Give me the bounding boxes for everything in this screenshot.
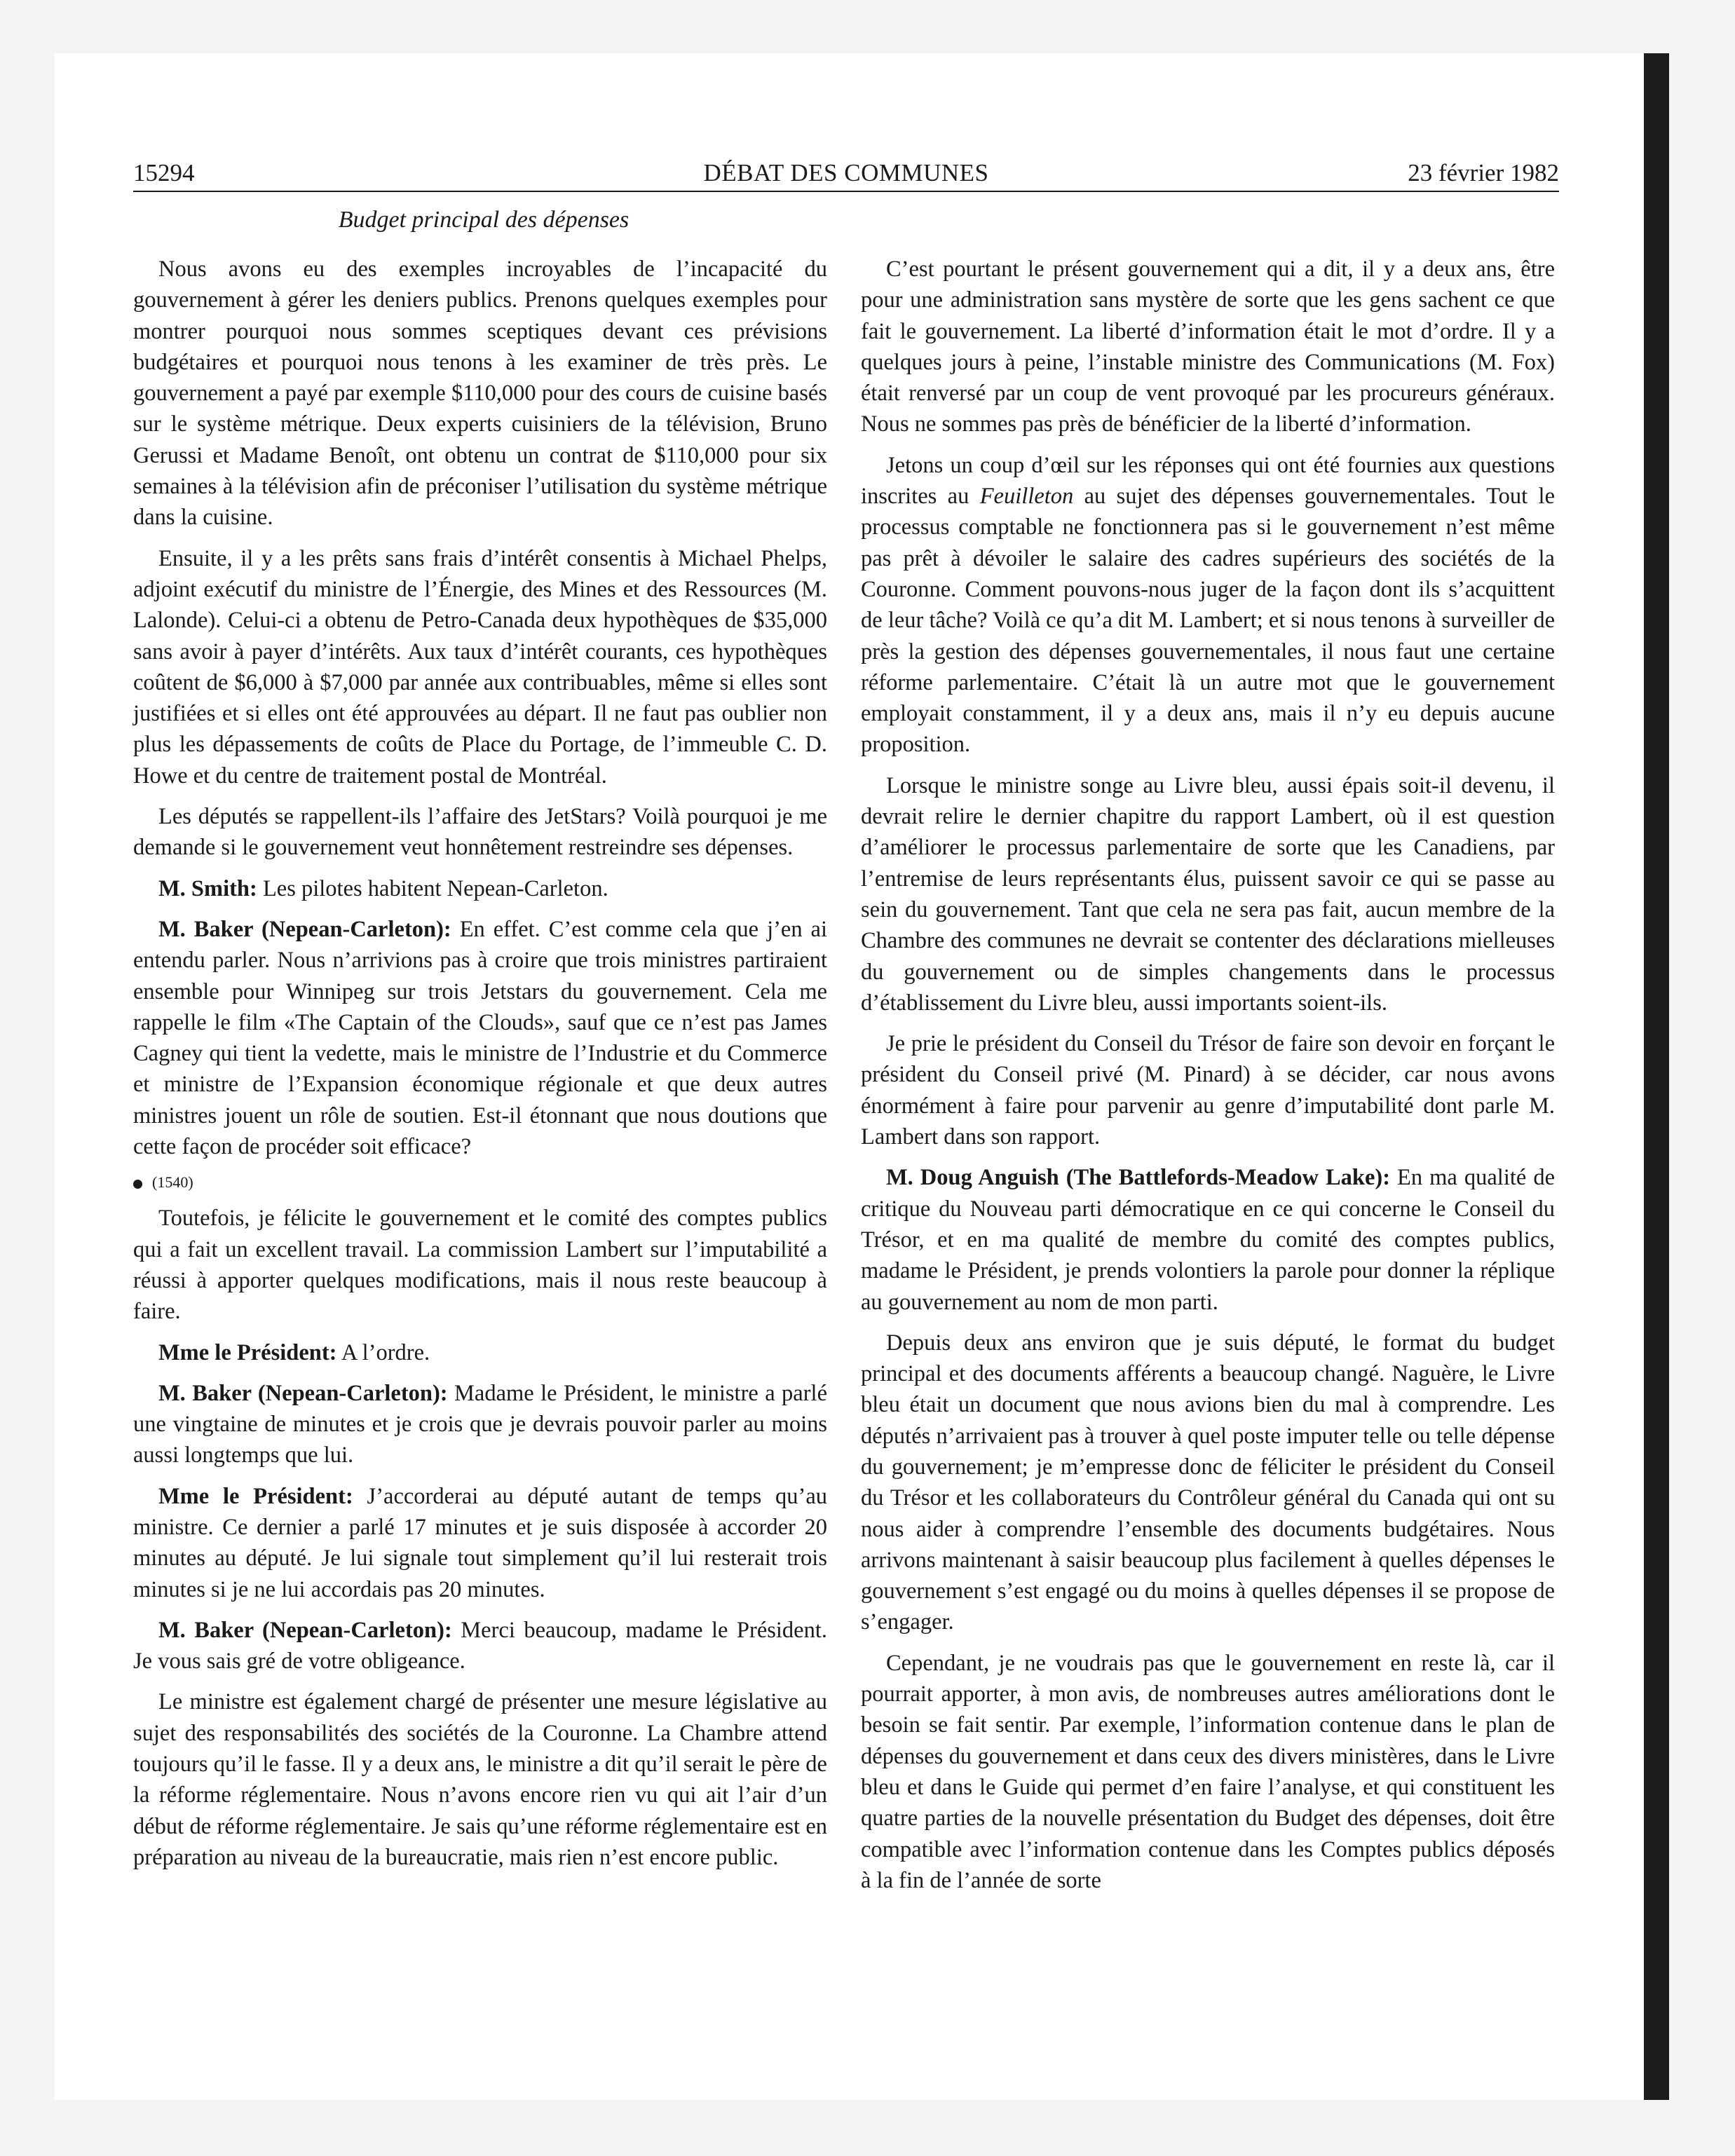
paragraph: Depuis deux ans environ que je suis député, le format du budget principal et des documents afférents a beaucoup changé. Naguère, le Livre bleu était un document que nous avions bien du mal à comprendre. Les députés n’arrivaient pas à trouver à quel poste imputer telle ou telle dépense du gouvernement; je m’empresse donc de féliciter le président du Conseil du Trésor et les collaborateurs du Contrôleur général du Canada qui ont su nous aider à comprendre l’ensemble des documents budgétaires. Nous arrivons maintenant à saisir beaucoup plus facilement à quelles dépenses le gouvernement s’est engagé ou du moins à quelles dépenses il se propose de s’engager.	[861, 1330, 1555, 1635]
speech-text: J’accorderai au député autant de temps qu’au ministre. Ce dernier a parlé 17 minutes et je suis disposée à accorder 20 minutes au député. Je lui signale tout simplement qu’il lui resterait trois minutes si je ne lui accordais pas 20 minutes.	[133, 1483, 827, 1602]
section-title: Budget principal des dépenses	[338, 207, 630, 233]
speech-text: A l’ordre.	[336, 1339, 430, 1365]
speech	[133, 914, 827, 1162]
paragraph-text: au sujet des dépenses gouvernementales. Tout le processus comptable ne fonctionnera pas si le gouvernement n’est même pas prêt à dévoiler le salaire des cadres supérieurs des sociétés de la Couronne. Comment pouvons-nous juger de la façon dont ils s’acquittent de leur tâche? Voilà ce qu’a dit M. Lambert; et si nous tenons à surveiller de près la gestion des dépenses gouvernementales, il nous faut une certaine réforme parlementaire. C’était là un autre mot que le gouvernement employait constamment, il y a deux ans, mais il n’y eu depuis aucune proposition.	[861, 484, 1555, 758]
journal-title: DÉBAT DES COMMUNES	[703, 159, 989, 186]
speech-text: Merci beaucoup, madame le Président. Je vous sais gré de votre obligeance.	[133, 1617, 828, 1674]
speaker-name: Mme le Président:	[158, 1339, 337, 1365]
bullet-icon	[133, 1180, 142, 1189]
speaker-name: M. Doug Anguish (The Battlefords-Meadow Lake):	[886, 1165, 1391, 1191]
paragraph-text: Jetons un coup d’œil sur les réponses qui ont été fournies aux questions inscrites au	[861, 452, 1555, 510]
scan-edge-bar	[1644, 53, 1669, 2100]
page-number: 15294	[133, 159, 195, 186]
speech	[133, 1615, 827, 1677]
paragraph: Nous avons eu des exemples incroyables de l’incapacité du gouvernement à gérer les deniers publics. Prenons quelques exemples pour montrer pourquoi nous sommes sceptiques devant ces prévisions budgétaires et pourquoi nous tenons à les examiner de très près. Le gouvernement a payé par exemple $110,000 pour des cours de cuisine basés sur le système métrique. Deux experts cuisiniers de la télévision, Bruno Gerussi et Madame Benoît, ont obtenu un contrat de $110,000 pour six semaines à la télévision afin de préconiser l’utilisation du système métrique dans la cuisine.	[133, 257, 827, 531]
speech-text: En effet. C’est comme cela que j’en ai entendu parler. Nous n’arrivions pas à croire que trois ministres partiraient ensemble pour Winnipeg sur trois Jetstars du gouvernement. Cela me rappelle le film «The Captain of the Clouds», sauf que ce n’est pas James Cagney qui tient la vedette, mais le ministre de l’Industrie et du Commerce et ministre de l’Expansion économique régionale et que deux autres ministres jouent un rôle de soutien. Est-il étonnant que nous doutions que cette façon de procéder soit efficace?	[133, 916, 827, 1160]
speaker-name: M. Smith:	[158, 875, 257, 901]
paragraph: Toutefois, je félicite le gouvernement et le comité des comptes publics qui a fait un excellent travail. La commission Lambert sur l’imputabilité a réussi à apporter quelques modifications, mais il nous reste beaucoup à faire.	[133, 1206, 827, 1325]
paragraph: Ensuite, il y a les prêts sans frais d’intérêt consentis à Michael Phelps, adjoint exécutif du ministre de l’Énergie, des Mines et des Ressources (M. Lalonde). Celui-ci a obtenu de Petro-Canada deux hypothèques de $35,000 sans avoir à payer d’intérêts. Aux taux d’intérêt courants, ces hypothèques coûtent de $6,000 à $7,000 par année aux contribuables, même si elles sont justifiées et si elles ont été approuvées au départ. Il ne faut pas oublier non plus les dépassements de coûts de Place du Portage, de l’immeuble C. D. Howe et du centre de traitement postal de Montréal.	[133, 545, 827, 789]
speaker-name: M. Baker (Nepean-Carleton):	[158, 916, 451, 942]
speech-text: Madame le Président, le ministre a parlé une vingtaine de minutes et je crois que je devrais pouvoir parler au moins aussi longtemps que lui.	[133, 1380, 827, 1468]
speech	[133, 1378, 827, 1471]
paragraph	[861, 450, 1555, 760]
paragraph: C’est pourtant le présent gouvernement qui a dit, il y a deux ans, être pour une administration sans mystère de sorte que les gens sachent ce que fait le gouvernement. La liberté d’information était le mot d’ordre. Il y a quelques jours à peine, l’instable ministre des Communications (M. Fox) était renversé par un coup de vent provoqué par les procureurs généraux. Nous ne sommes pas près de bénéficier de la liberté d’information.	[861, 257, 1555, 437]
speech-text: Les pilotes habitent Nepean-Carleton.	[257, 875, 608, 901]
speaker-name: Mme le Président:	[158, 1483, 353, 1509]
time-marker	[133, 1172, 827, 1193]
header-date: 23 février 1982	[1408, 159, 1559, 186]
speech	[133, 1337, 827, 1368]
running-header	[133, 156, 1559, 192]
italic-term: Feuilleton	[979, 484, 1074, 510]
left-column	[133, 254, 827, 1883]
paragraph: Lorsque le ministre songe au Livre bleu, aussi épais soit-il devenu, il devrait relire le dernier chapitre du rapport Lambert, où il est question d’améliorer le processus parlementaire de sorte que les Canadiens, par l’entremise de leurs représentants élus, puissent savoir ce qui se passe au sein du gouvernement. Tant que cela ne sera pas fait, aucun membre de la Chambre des communes ne devrait se contenter des déclarations mielleuses du gouvernement ou de simples changements dans le processus d’établissement du Livre bleu, aussi importants soient-ils.	[861, 772, 1555, 1016]
speech	[133, 1481, 827, 1605]
speech	[133, 873, 827, 904]
time-marker-text: (1540)	[152, 1173, 193, 1192]
speaker-name: M. Baker (Nepean-Carleton):	[158, 1617, 452, 1643]
right-column	[861, 254, 1555, 1906]
paragraph: Le ministre est également chargé de présenter une mesure législative au sujet des responsabilités des sociétés de la Couronne. La Chambre attend toujours qu’il le fasse. Il y a deux ans, le ministre a dit qu’il serait le père de la réforme réglementaire. Nous n’avons encore rien vu qui ait l’air d’un début de réforme réglementaire. Je sais qu’une réforme réglementaire est en préparation au niveau de la bureaucratie, mais rien n’est encore public.	[133, 1689, 827, 1870]
paragraph: Les députés se rappellent-ils l’affaire des JetStars? Voilà pourquoi je me demande si le gouvernement veut honnêtement restreindre ses dépenses.	[133, 804, 827, 861]
paragraph: Cependant, je ne voudrais pas que le gouvernement en reste là, car il pourrait apporter, à mon avis, de nombreuses autres améliorations dont le besoin se fait sentir. Par exemple, l’information contenue dans le plan de dépenses du gouvernement et dans ceux des divers ministères, dans le Livre bleu et dans le Guide qui permet d’en faire l’analyse, et qui constituent les quatre parties de la nouvelle présentation du Budget des dépenses, doit être compatible avec l’information contenue dans les Comptes publics déposés à la fin de l’année de sorte	[861, 1650, 1555, 1893]
speech	[861, 1162, 1555, 1317]
speaker-name: M. Baker (Nepean-Carleton):	[158, 1380, 448, 1406]
speech-text: En ma qualité de critique du Nouveau parti démocratique en ce qui concerne le Conseil du Trésor, et en ma qualité de membre du comité des comptes publics, madame le Président, je prends volontiers la parole pour donner la réplique au gouvernement au nom de mon parti.	[861, 1165, 1556, 1315]
paragraph: Je prie le président du Conseil du Trésor de faire son devoir en forçant le président du Conseil privé (M. Pinard) à se décider, car nous avons énormément à faire pour parvenir au genre d’imputabilité dont parle M. Lambert dans son rapport.	[861, 1031, 1555, 1150]
